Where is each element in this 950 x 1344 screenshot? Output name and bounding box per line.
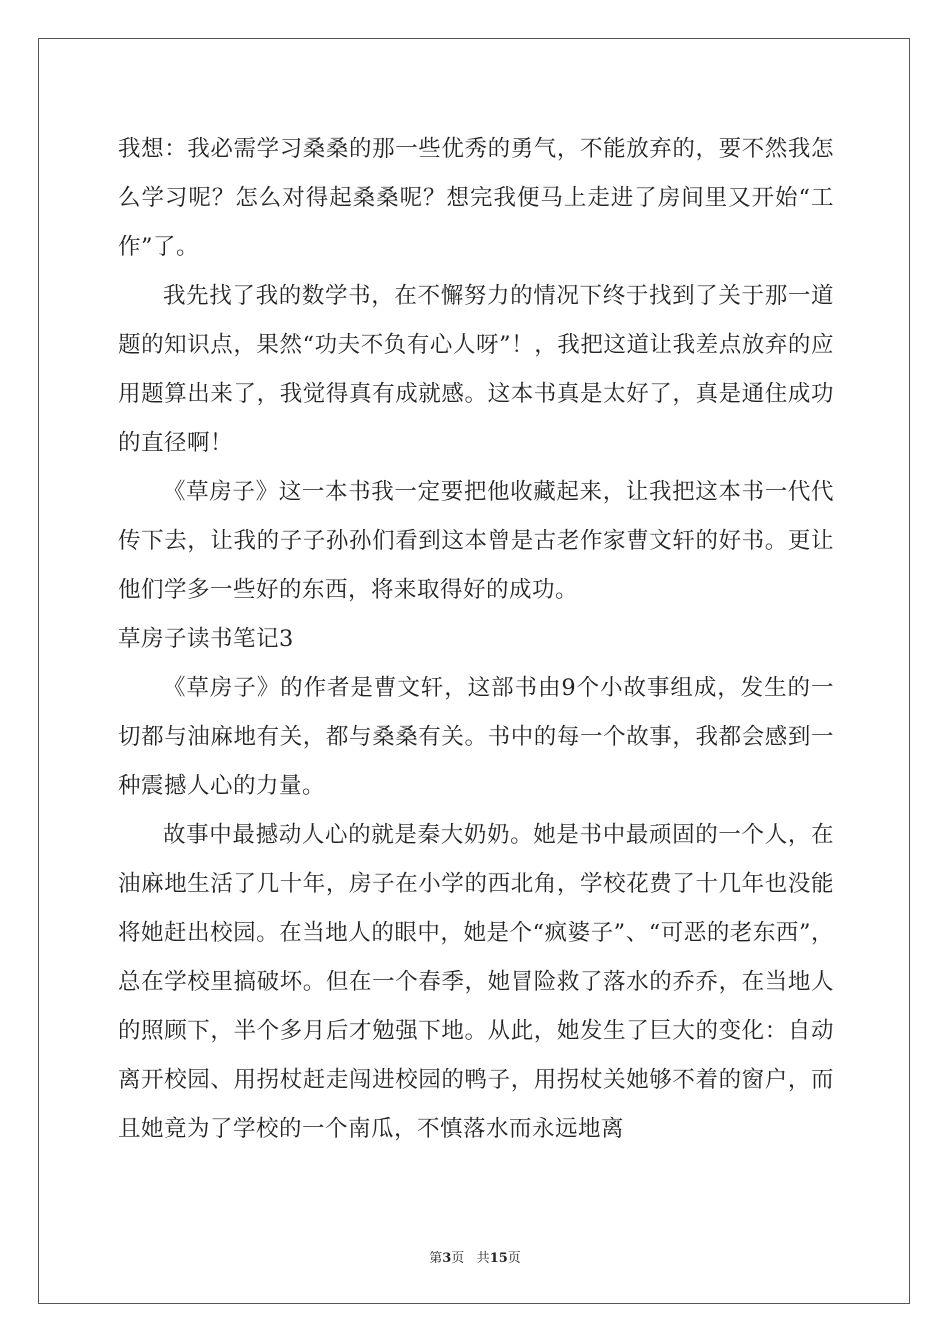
paragraph-5: 故事中最撼动人心的就是秦大奶奶。她是书中最顽固的一个人，在油麻地生活了几十年，房子在小学的西北角，学校花费了十几年也没能将她赶出校园。在当地人的眼中，她是个“疯婆子”、“可恶的老东西”，总在学校里搞破坏。但在一个春季，她冒险救了落水的乔乔，在当地人的照顾下，半个多月后才勉强下地。从此，她发生了巨大的变化：自动离开校园、用拐杖赶走闯进校园的鸭子，用拐杖关她够不着的窗户，而且她竟为了学校的一个南瓜，不慎落水而永远地离 xyxy=(118,822,834,1142)
paragraph-1: 我想：我必需学习桑桑的那一些优秀的勇气，不能放弃的，要不然我怎么学习呢？怎么对得起桑桑呢？想完我便马上走进了房间里又开始“工作”了。 xyxy=(118,136,834,260)
page-suffix: 页 xyxy=(451,1251,465,1266)
page-footer xyxy=(0,1247,950,1266)
page-prefix: 第 xyxy=(429,1251,443,1266)
page-number: 3 xyxy=(442,1251,452,1266)
document-body xyxy=(118,125,834,1154)
total-pages: 15 xyxy=(489,1251,508,1266)
section-heading: 草房子读书笔记3 xyxy=(118,626,294,652)
total-prefix: 共 xyxy=(476,1251,490,1266)
total-suffix: 页 xyxy=(507,1251,521,1266)
paragraph-3: 《草房子》这一本书我一定要把他收藏起来，让我把这本书一代代传下去，让我的子子孙孙们看到这本曾是古老作家曹文轩的好书。更让他们学多一些好的东西，将来取得好的成功。 xyxy=(118,479,834,603)
paragraph-4: 《草房子》的作者是曹文轩，这部书由9个小故事组成，发生的一切都与油麻地有关，都与桑桑有关。书中的每一个故事，我都会感到一种震撼人心的力量。 xyxy=(118,675,834,799)
paragraph-2: 我先找了我的数学书，在不懈努力的情况下终于找到了关于那一道题的知识点，果然“功夫不负有心人呀”！，我把这道让我差点放弃的应用题算出来了，我觉得真有成就感。这本书真是太好了，真是通住成功的直径啊！ xyxy=(118,283,834,456)
